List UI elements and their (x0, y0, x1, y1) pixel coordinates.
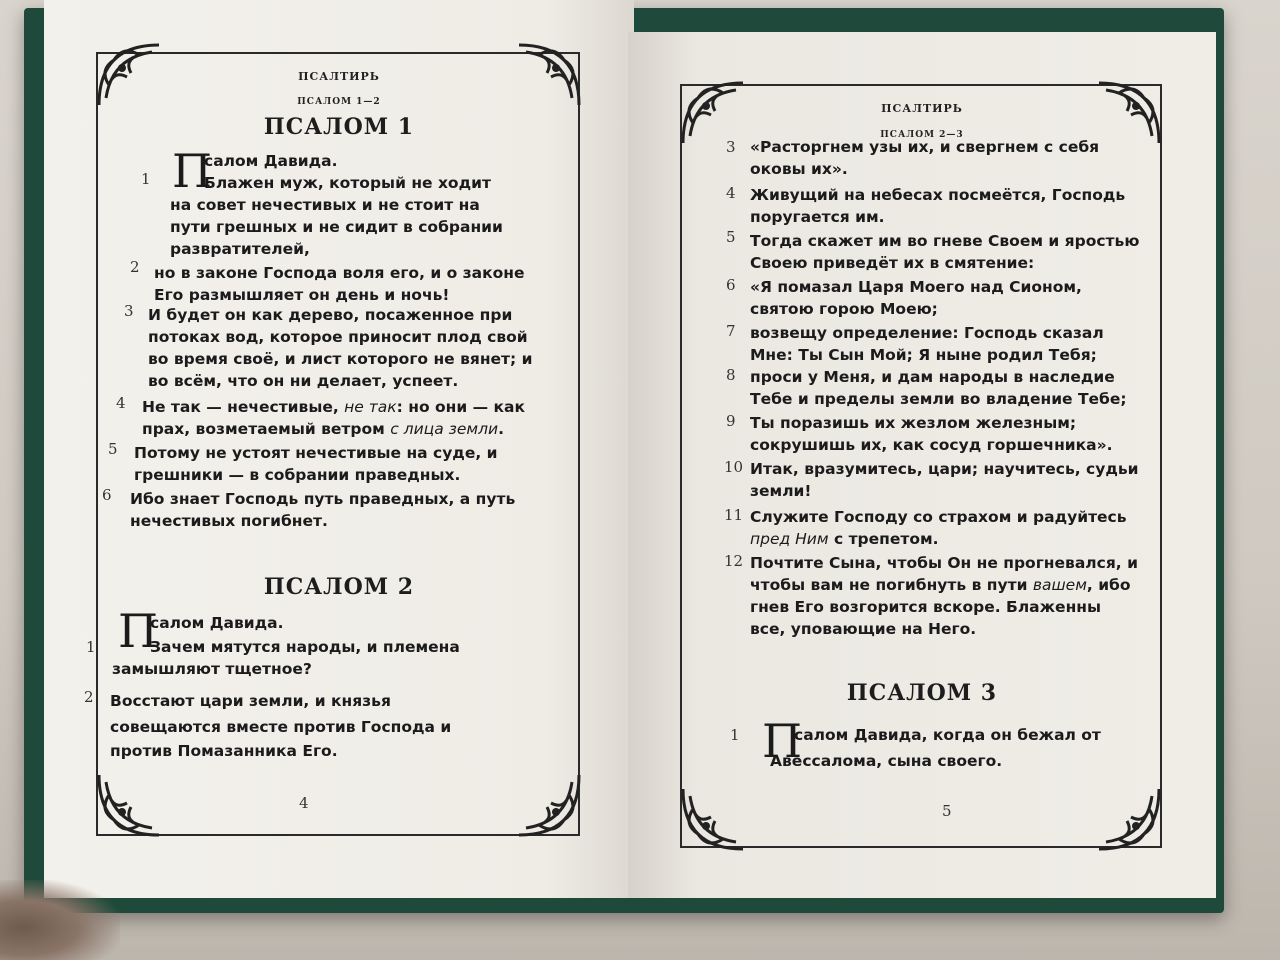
verse-line: грешники — в собрании праведных. (134, 466, 461, 484)
verse-line: земли! (750, 482, 812, 500)
verse-line: святою горою Моею; (750, 300, 938, 318)
verse-line: Ты поразишь их жезлом железным; (750, 414, 1077, 432)
verse-line: замышляют тщетное? (112, 660, 312, 678)
verse-line: салом Давида, когда он бежал от (794, 726, 1101, 744)
verse-line: во время своё, и лист которого не вянет; и (148, 350, 533, 368)
verse-number: 9 (726, 412, 736, 430)
verse-line: совещаются вместе против Господа и (110, 718, 452, 736)
left-page (44, 0, 634, 898)
verse-line: сокрушишь их, как сосуд горшечника». (750, 436, 1113, 454)
running-head: ПСАЛТИРЬ (298, 70, 380, 83)
corner-ornament-icon (514, 770, 584, 840)
running-subhead: ПСАЛОМ 1—2 (297, 97, 381, 107)
drop-cap: П (172, 144, 213, 198)
right-page (628, 32, 1216, 898)
verse-line: чтобы вам не погибнуть в пути вашем, ибо (750, 576, 1131, 594)
verse-line: но в законе Господа воля его, и о законе (154, 264, 525, 282)
verse-line: Зачем мятутся народы, и племена (150, 638, 460, 656)
verse-line: Его размышляет он день и ночь! (154, 286, 450, 304)
drop-cap: П (118, 604, 159, 658)
verse-line: во всём, что он ни делает, успеет. (148, 372, 459, 390)
verse-number: 1 (730, 726, 740, 744)
verse-line: потоках вод, которое приносит плод свой (148, 328, 528, 346)
verse-line: пред Ним с трепетом. (750, 530, 939, 548)
verse-line: Почтите Сына, чтобы Он не прогневался, и (750, 554, 1138, 572)
corner-ornament-icon (94, 770, 164, 840)
verse-line: гнев Его возгорится вскоре. Блаженны (750, 598, 1101, 616)
verse-line: на совет нечестивых и не стоит на (170, 196, 480, 214)
verse-line: поругается им. (750, 208, 885, 226)
drop-cap: П (762, 714, 803, 768)
verse-line: И будет он как дерево, посаженное при (148, 306, 513, 324)
verse-number: 8 (726, 366, 736, 384)
psalm-title: ПСАЛОМ 1 (263, 114, 415, 140)
corner-ornament-icon (1094, 784, 1164, 854)
psalm-title: ПСАЛОМ 3 (846, 680, 998, 706)
verse-line: Итак, вразумитесь, цари; научитесь, судьи (750, 460, 1139, 478)
verse-line: Служите Господу со страхом и радуйтесь (750, 508, 1127, 526)
verse-line: Тогда скажет им во гневе Своем и яростью (750, 232, 1140, 250)
verse-number: 2 (84, 688, 94, 706)
corner-ornament-icon (678, 784, 748, 854)
verse-line: Восстают цари земли, и князья (110, 692, 391, 710)
verse-line: против Помазанника Его. (110, 742, 338, 760)
verse-number: 1 (141, 170, 151, 188)
running-subhead: ПСАЛОМ 2—3 (880, 130, 964, 140)
page-number: 4 (299, 794, 309, 812)
verse-line: Тебе и пределы земли во владение Тебе; (750, 390, 1127, 408)
verse-line: пути грешных и не сидит в собрании (170, 218, 503, 236)
verse-line: развратителей, (170, 240, 310, 258)
verse-line: нечестивых погибнет. (130, 512, 328, 530)
verse-number: 4 (726, 184, 736, 202)
verse-line: Мне: Ты Сын Мой; Я ныне родил Тебя; (750, 346, 1097, 364)
verse-line: Авессалома, сына своего. (770, 752, 1003, 770)
verse-number: 3 (124, 302, 134, 320)
verse-number: 6 (102, 486, 112, 504)
verse-number: 7 (726, 322, 736, 340)
verse-line: проси у Меня, и дам народы в наследие (750, 368, 1115, 386)
verse-line: салом Давида. (204, 152, 338, 170)
verse-line: Своею приведёт их в смятение: (750, 254, 1035, 272)
verse-number: 5 (726, 228, 736, 246)
verse-number: 5 (108, 440, 118, 458)
verse-line: все, уповающие на Него. (750, 620, 977, 638)
verse-line: «Расторгнем узы их, и свергнем с себя (750, 138, 1100, 156)
verse-line: Живущий на небесах посмеётся, Господь (750, 186, 1126, 204)
page-number: 5 (942, 802, 952, 820)
verse-line: возвещу определение: Господь сказал (750, 324, 1104, 342)
verse-line: «Я помазал Царя Моего над Сионом, (750, 278, 1082, 296)
verse-line: Потому не устоят нечестивые на суде, и (134, 444, 498, 462)
running-head: ПСАЛТИРЬ (881, 102, 963, 115)
verse-line: Не так — нечестивые, не так: но они — как (142, 398, 526, 416)
verse-line: салом Давида. (150, 614, 284, 632)
verse-number: 11 (724, 506, 744, 524)
verse-number: 2 (130, 258, 140, 276)
psalm-title: ПСАЛОМ 2 (263, 574, 415, 600)
verse-line: оковы их». (750, 160, 848, 178)
verse-number: 1 (86, 638, 96, 656)
hand-shadow (0, 880, 120, 960)
verse-line: прах, возметаемый ветром с лица земли. (142, 420, 504, 438)
verse-line: Ибо знает Господь путь праведных, а путь (130, 490, 516, 508)
verse-line: Блажен муж, который не ходит (204, 174, 491, 192)
verse-number: 3 (726, 138, 736, 156)
verse-number: 4 (116, 394, 126, 412)
verse-number: 12 (724, 552, 744, 570)
verse-number: 10 (724, 458, 744, 476)
verse-number: 6 (726, 276, 736, 294)
